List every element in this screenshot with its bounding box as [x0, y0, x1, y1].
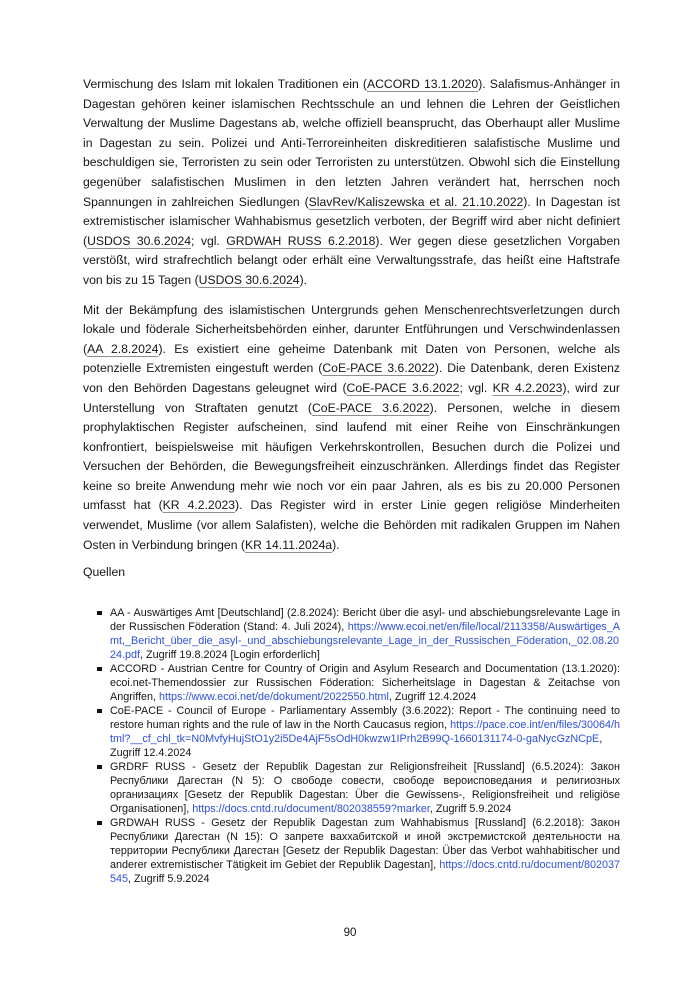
citation-link[interactable]: AA 2.8.2024 — [87, 341, 159, 356]
text-run: ; vgl. — [459, 380, 493, 395]
citation-link[interactable]: GRDWAH RUSS 6.2.2018 — [226, 233, 376, 248]
text-run: ). — [332, 537, 340, 552]
source-url-link[interactable]: https://docs.cntd.ru/document/802038559?marker — [192, 803, 430, 815]
citation-link[interactable]: SlavRev/Kaliszewska et al. 21.10.2022 — [308, 194, 524, 209]
text-run: ; vgl. — [191, 233, 227, 248]
source-item — [83, 662, 620, 704]
bullet-square-icon — [97, 709, 102, 714]
bullet-square-icon — [97, 611, 102, 616]
citation-link[interactable]: ACCORD 13.1.2020 — [366, 77, 479, 91]
bullet-square-icon — [97, 667, 102, 672]
source-item — [83, 606, 620, 662]
text-run: Vermischung des Islam mit lokalen Traditionen ein ( — [83, 77, 367, 91]
text-run: ). In Dagestan ist extremistischer islamischer Wahhabismus gesetzlich verboten, der Begriff wird aber nicht definiert ( — [83, 194, 620, 248]
source-url-link[interactable]: https://www.ecoi.net/en/file/local/2113358/Auswärtiges_Amt,_Bericht_über_die_asyl-_und_abschiebungsrelevante_Lage_in_der_Russischen_Föderation,_02.08.2024.pdf — [110, 621, 620, 661]
source-url-link[interactable]: https://docs.cntd.ru/document/802037545 — [110, 859, 620, 885]
citation-link[interactable]: KR 14.11.2024a — [244, 537, 333, 552]
text-run: CoE-PACE - Council of Europe - Parliamentary Assembly (3.6.2022): Report - The continuing need to restore human rights and the rule of law in the North Caucasus region, — [110, 705, 620, 731]
citation-link[interactable]: KR 4.2.2023 — [162, 498, 236, 513]
sources-heading: Quellen — [83, 565, 126, 579]
bullet-square-icon — [97, 821, 102, 826]
citation-link[interactable]: CoE-PACE 3.6.2022 — [311, 400, 430, 415]
citation-link[interactable]: USDOS 30.6.2024 — [198, 272, 300, 287]
text-run: Mit der Bekämpfung des islamistischen Untergrunds gehen Menschenrechtsverletzungen durch lokale und föderale Sicherheitsbehörden einher, darunter Entführungen und Verschwindenlassen ( — [83, 302, 620, 356]
body-paragraph — [83, 301, 620, 556]
source-url-link[interactable]: https://pace.coe.int/en/files/30064/html?__cf_chl_tk=N0MvfyHujStO1y2i5De4AjF5sOdH0kwzw1IPrh2B99Q-1660131174-0-gaNycGzNCpE — [110, 719, 620, 745]
text-run: AA - Auswärtiges Amt [Deutschland] (2.8.2024): Bericht über die asyl- und abschiebungsrelevante Lage in der Russischen Föderation (Stand: 4. Juli 2024), — [110, 607, 620, 633]
body-text — [83, 75, 620, 565]
body-paragraph — [83, 75, 620, 291]
text-run: , Zugriff 12.4.2024 — [388, 691, 477, 703]
text-run: , Zugriff 12.4.2024 — [110, 733, 603, 759]
citation-link[interactable]: USDOS 30.6.2024 — [87, 233, 192, 248]
text-run: ACCORD - Austrian Centre for Country of Origin and Asylum Research and Documentation (13.1.2020): ecoi.net-Themendossier zur Russischen Föderation: Sicherheitslage in Dagestan & Zeitachse von Angriffen, — [110, 663, 620, 703]
source-item — [83, 704, 620, 760]
citation-link[interactable]: CoE-PACE 3.6.2022 — [346, 380, 460, 395]
text-run: GRDWAH RUSS - Gesetz der Republik Dagestan zum Wahhabismus [Russland] (6.2.2018): Закон Республики Дагестан (N 15): О запрете ваххабитской и иной экстремистской деятельности на территории Республики Дагестан [Gesetz der Republik Dagestan: Über das Verbot wahhabitischer und anderer extremistischer Tätigkeit im Gebiet der Republik Dagestan], — [110, 817, 620, 871]
text-run: ). Die Datenbank, deren Existenz von den Behörden Dagestans geleugnet wird ( — [83, 361, 620, 395]
text-run: ). Personen, welche in diesem prophylaktischen Register aufscheinen, sind laufend mit einer Reihe von Einschränkungen konfrontiert, beispielsweise mit häufigen Verkehrskontrollen, Besuchen durch die Polizei und Versuchen der Behörden, die Bewegungsfreiheit einzuschränken. Allerdings findet das Register keine so breite Anwendung mehr wie noch vor ein paar Jahren, als es bis zu 20.000 Personen umfasst hat ( — [83, 400, 620, 513]
citation-link[interactable]: KR 4.2.2023 — [492, 380, 563, 395]
text-run: , Zugriff 5.9.2024 — [128, 873, 210, 885]
text-run: ). Wer gegen diese gesetzlichen Vorgaben verstößt, wird strafrechtlich belangt oder erhält eine Verwaltungsstrafe, das heißt eine Haftstrafe von bis zu 15 Tagen ( — [83, 233, 621, 287]
page-number: 90 — [343, 927, 357, 939]
text-run: ). Das Register wird in erster Linie gegen religiöse Minderheiten verwendet, Muslime (vor allem Salafisten), welche die Behörden mit radikalen Gruppen im Nahen Osten in Verbindung bringen ( — [83, 498, 620, 552]
text-run: GRDRF RUSS - Gesetz der Republik Dagestan zur Religionsfreiheit [Russland] (6.5.2024): Закон Республики Дагестан (N 5): О свободе совести, свободе вероисповедания и религиозных организациях [Gesetz der Republik Dagestan: Über die Gewissens-, Religionsfreiheit und religiöse Organisationen], — [110, 761, 620, 815]
bullet-square-icon — [97, 765, 102, 770]
text-run: ). Es existiert eine geheime Datenbank mit Daten von Personen, welche als potenzielle Extremisten eingestuft werden ( — [83, 341, 621, 376]
sources-list — [83, 606, 620, 886]
text-run: , Zugriff 5.9.2024 — [429, 803, 512, 815]
text-run: , Zugriff 19.8.2024 [Login erforderlich] — [140, 649, 320, 661]
source-item — [83, 816, 620, 886]
citation-link[interactable]: CoE-PACE 3.6.2022 — [322, 361, 435, 376]
text-run: ). Salafismus-Anhänger in Dagestan gehören keiner islamischen Rechtsschule an und lehnen die Lehren der Geistlichen Verwaltung der Muslime Dagestans ab, welche offiziell beansprucht, das Oberhaupt aller Muslime in Dagestan zu sein. Polizei und Anti-Terroreinheiten diskreditieren salafistische Muslime und beschuldigen sie, Terroristen zu sein oder Terroristen zu unterstützen. Obwohl sich die Einstellung gegenüber salafistischen Muslimen in den letzten Jahren verändert hat, herrschen noch Spannungen in zahlreichen Siedlungen ( — [83, 77, 620, 209]
source-url-link[interactable]: https://www.ecoi.net/de/dokument/2022550.html — [159, 691, 389, 703]
source-item — [83, 760, 620, 816]
text-run: ). — [299, 272, 308, 287]
text-run: ), wird zur Unterstellung von Straftaten genutzt ( — [83, 380, 620, 415]
